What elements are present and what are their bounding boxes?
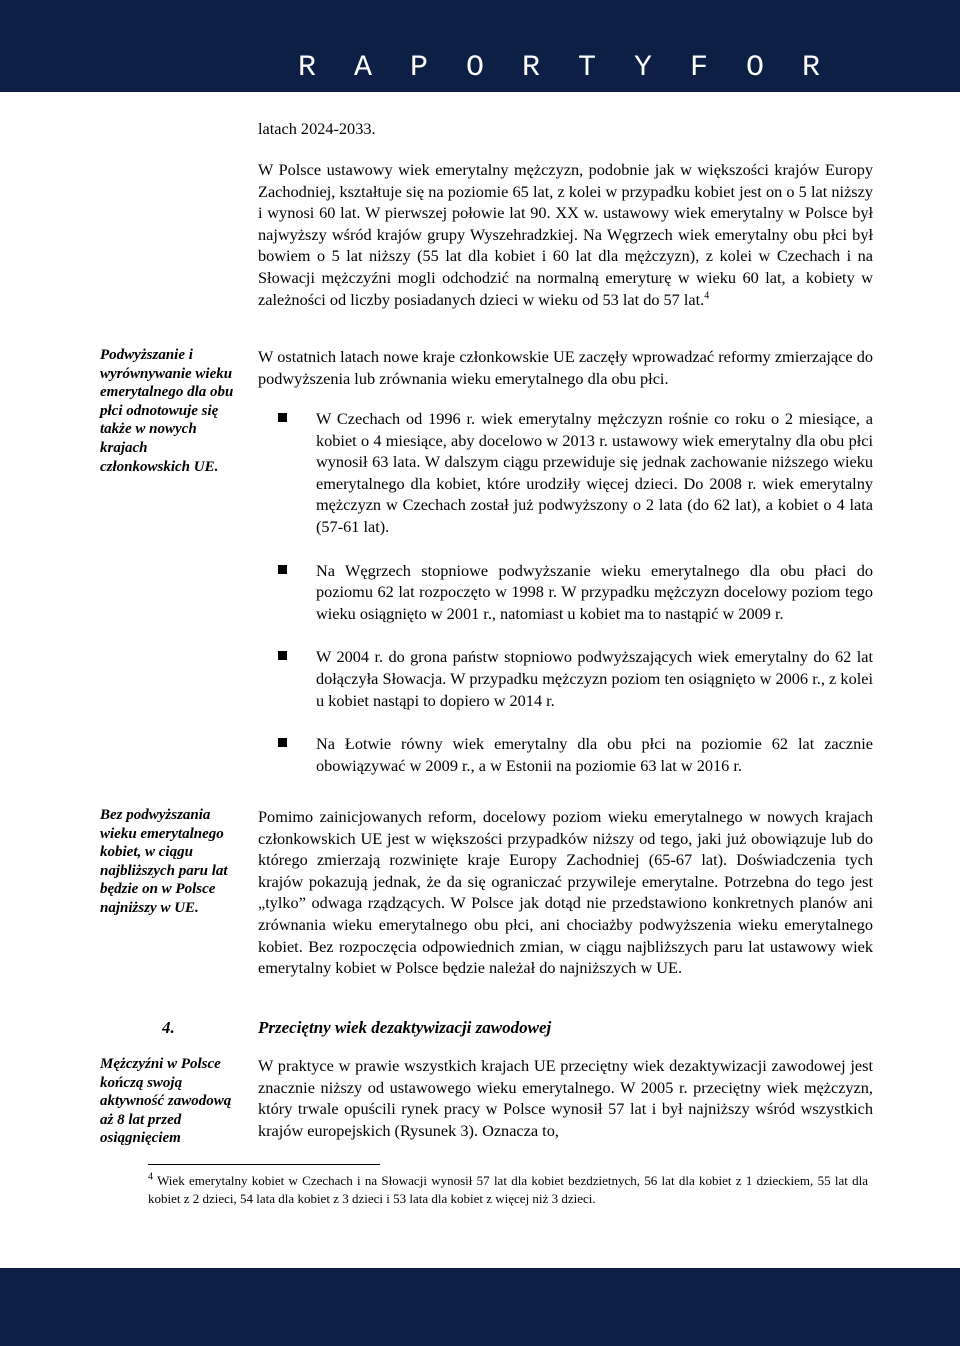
square-bullet-icon	[278, 651, 287, 660]
list-item-hungary	[258, 560, 873, 625]
paragraph-reforms-summary: Pomimo zainicjowanych reform, docelowy poziom wieku emerytalnego w nowych krajach członkowskich UE jest w większości przypadków niższy od tego, jaki już obowiązuje lub do którego zmierzają rozwinięte kraje Europy Zachodniej (65-67 lat). Doświadczenia tych krajów pokazują jednak, że da się ograniczać przywileje emerytalne. Potrzebna do tego jest „tylko” odwaga rządzących. W Polsce jak dotąd nie przedstawiono konkretnych planów ani zrównania wieku emerytalnego obu płci, ani chociażby podwyższenia wieku emerytalnego kobiet. Bez rozpoczęcia odpowiednich zmian, w ciągu najbliższych paru lat ustawowy wiek emerytalny kobiet w Polsce będzie należał do najniższych w UE.	[258, 807, 873, 978]
footer-band	[0, 1268, 960, 1346]
footnote	[148, 1172, 868, 1208]
country-reform-list	[258, 408, 873, 776]
list-item-latvia-estonia	[258, 733, 873, 776]
header-title: R A P O R T Y F O R	[298, 51, 831, 85]
list-item-text: W Czechach od 1996 r. wiek emerytalny mężczyzn rośnie co roku o 2 miesiące, a kobiet o 4 miesiące, aby docelowo w 2013 r. ustawowy wiek emerytalny dla obu płci wynosił 63 lata. W dalszym ciągu przewiduje się jednak zachowanie niższego wieku emerytalnego dla kobiet, które urodziły więcej dzieci. Do 2008 r. wiek emerytalny mężczyzn w Czechach został już podwyższony o 2 lata (do 62 lat), a kobiet o 4 lata (57-61 lat).	[316, 409, 873, 536]
list-item-text: W 2004 r. do grona państw stopniowo podwyższających wiek emerytalny do 62 lat dołączyła Słowacja. W przypadku mężczyzn poziom ten osiągnięto w 2006 r., z kolei u kobiet nastąpi to dopiero w 2014 r.	[316, 647, 873, 710]
footnote-reference[interactable]: 4	[704, 290, 710, 302]
list-item-czech	[258, 408, 873, 538]
paragraph-retirement-age-poland	[258, 159, 873, 310]
paragraph-continuation: latach 2024-2033.	[258, 119, 376, 138]
footnote-number: 4	[148, 1171, 153, 1183]
footnote-divider	[148, 1164, 380, 1165]
list-item-text: Na Węgrzech stopniowe podwyższanie wieku emerytalnego dla obu płaci do poziomu 62 lat rozpoczęto w 1998 r. W przypadku mężczyzn docelowy poziom tego wieku osiągnięto w 2001 r., natomiast u kobiet ma to nastąpić w 2009 r.	[316, 560, 873, 623]
section-number: 4.	[162, 1018, 175, 1037]
section-heading: Przeciętny wiek dezaktywizacji zawodowej	[258, 1018, 552, 1037]
paragraph-text: W Polsce ustawowy wiek emerytalny mężczyzn, podobnie jak w większości krajów Europy Zachodniej, kształtuje się na poziomie 65 lat, z kolei w przypadku kobiet jest on o 5 lat niższy i wynosi 60 lat. W pierwszej połowie lat 90. XX w. ustawowy wiek emerytalny w Polsce był najwyższy wśród krajów grupy Wyszehradzkiej. Na Węgrzech wiek emerytalny obu płci był bowiem o 5 lat niższy (55 lat dla kobiet i 60 lat dla mężczyzn), z kolei w Czechach i na Słowacji mężczyźni mogli odchodzić na normalną emeryturę w wieku 60 lat, a kobiety w zależności od liczby posiadanych dzieci w wieku od 53 lat do 57 lat.	[258, 160, 873, 309]
sidenote-lowest-in-eu: Bez podwyższania wieku emerytalnego kobiet, w ciągu najbliższych paru lat będzie on w Polsce najniższy w UE.	[100, 807, 228, 916]
paragraph-deactivation-age: W praktyce w prawie wszystkich krajach UE przeciętny wiek dezaktywizacji zawodowej jest znacznie niższy od ustawowego wieku emerytalnego. W 2005 r. przeciętny wiek mężczyzn, który trwale opuścili rynek pracy w Polsce wynosił 57 lat i był najniższy wśród wszystkich krajów europejskich (Rysunek 3). Oznacza to,	[258, 1056, 873, 1140]
paragraph-new-member-reforms: W ostatnich latach nowe kraje członkowskie UE zaczęły wprowadzać reformy zmierzające do podwyższenia lub zrównania wieku emerytalnego dla obu płci.	[258, 347, 873, 388]
square-bullet-icon	[278, 738, 287, 747]
list-item-text: Na Łotwie równy wiek emerytalny dla obu płci na poziomie 62 lat zacznie obowiązywać w 2009 r., a w Estonii na poziomie 63 lat w 2016 r.	[316, 734, 873, 775]
sidenote-early-exit: Mężczyźni w Polsce kończą swoją aktywność zawodową aż 8 lat przed osiągnięciem	[100, 1056, 232, 1147]
list-item-slovakia	[258, 646, 873, 711]
square-bullet-icon	[278, 565, 287, 574]
footnote-text: Wiek emerytalny kobiet w Czechach i na Słowacji wynosił 57 lat dla kobiet bezdzietnych, 56 lat dla kobiet z 1 dzieckiem, 55 lat dla kobiet z 2 dzieci, 54 lata dla kobiet z 3 dzieci i 53 lata dla kobiet z więcej niż 3 dzieci.	[148, 1173, 869, 1206]
square-bullet-icon	[278, 413, 287, 422]
sidenote-new-member-states: Podwyższanie i wyrównywanie wieku emerytalnego dla obu płci odnotowuje się także w nowych krajach członkowskich UE.	[100, 347, 234, 475]
